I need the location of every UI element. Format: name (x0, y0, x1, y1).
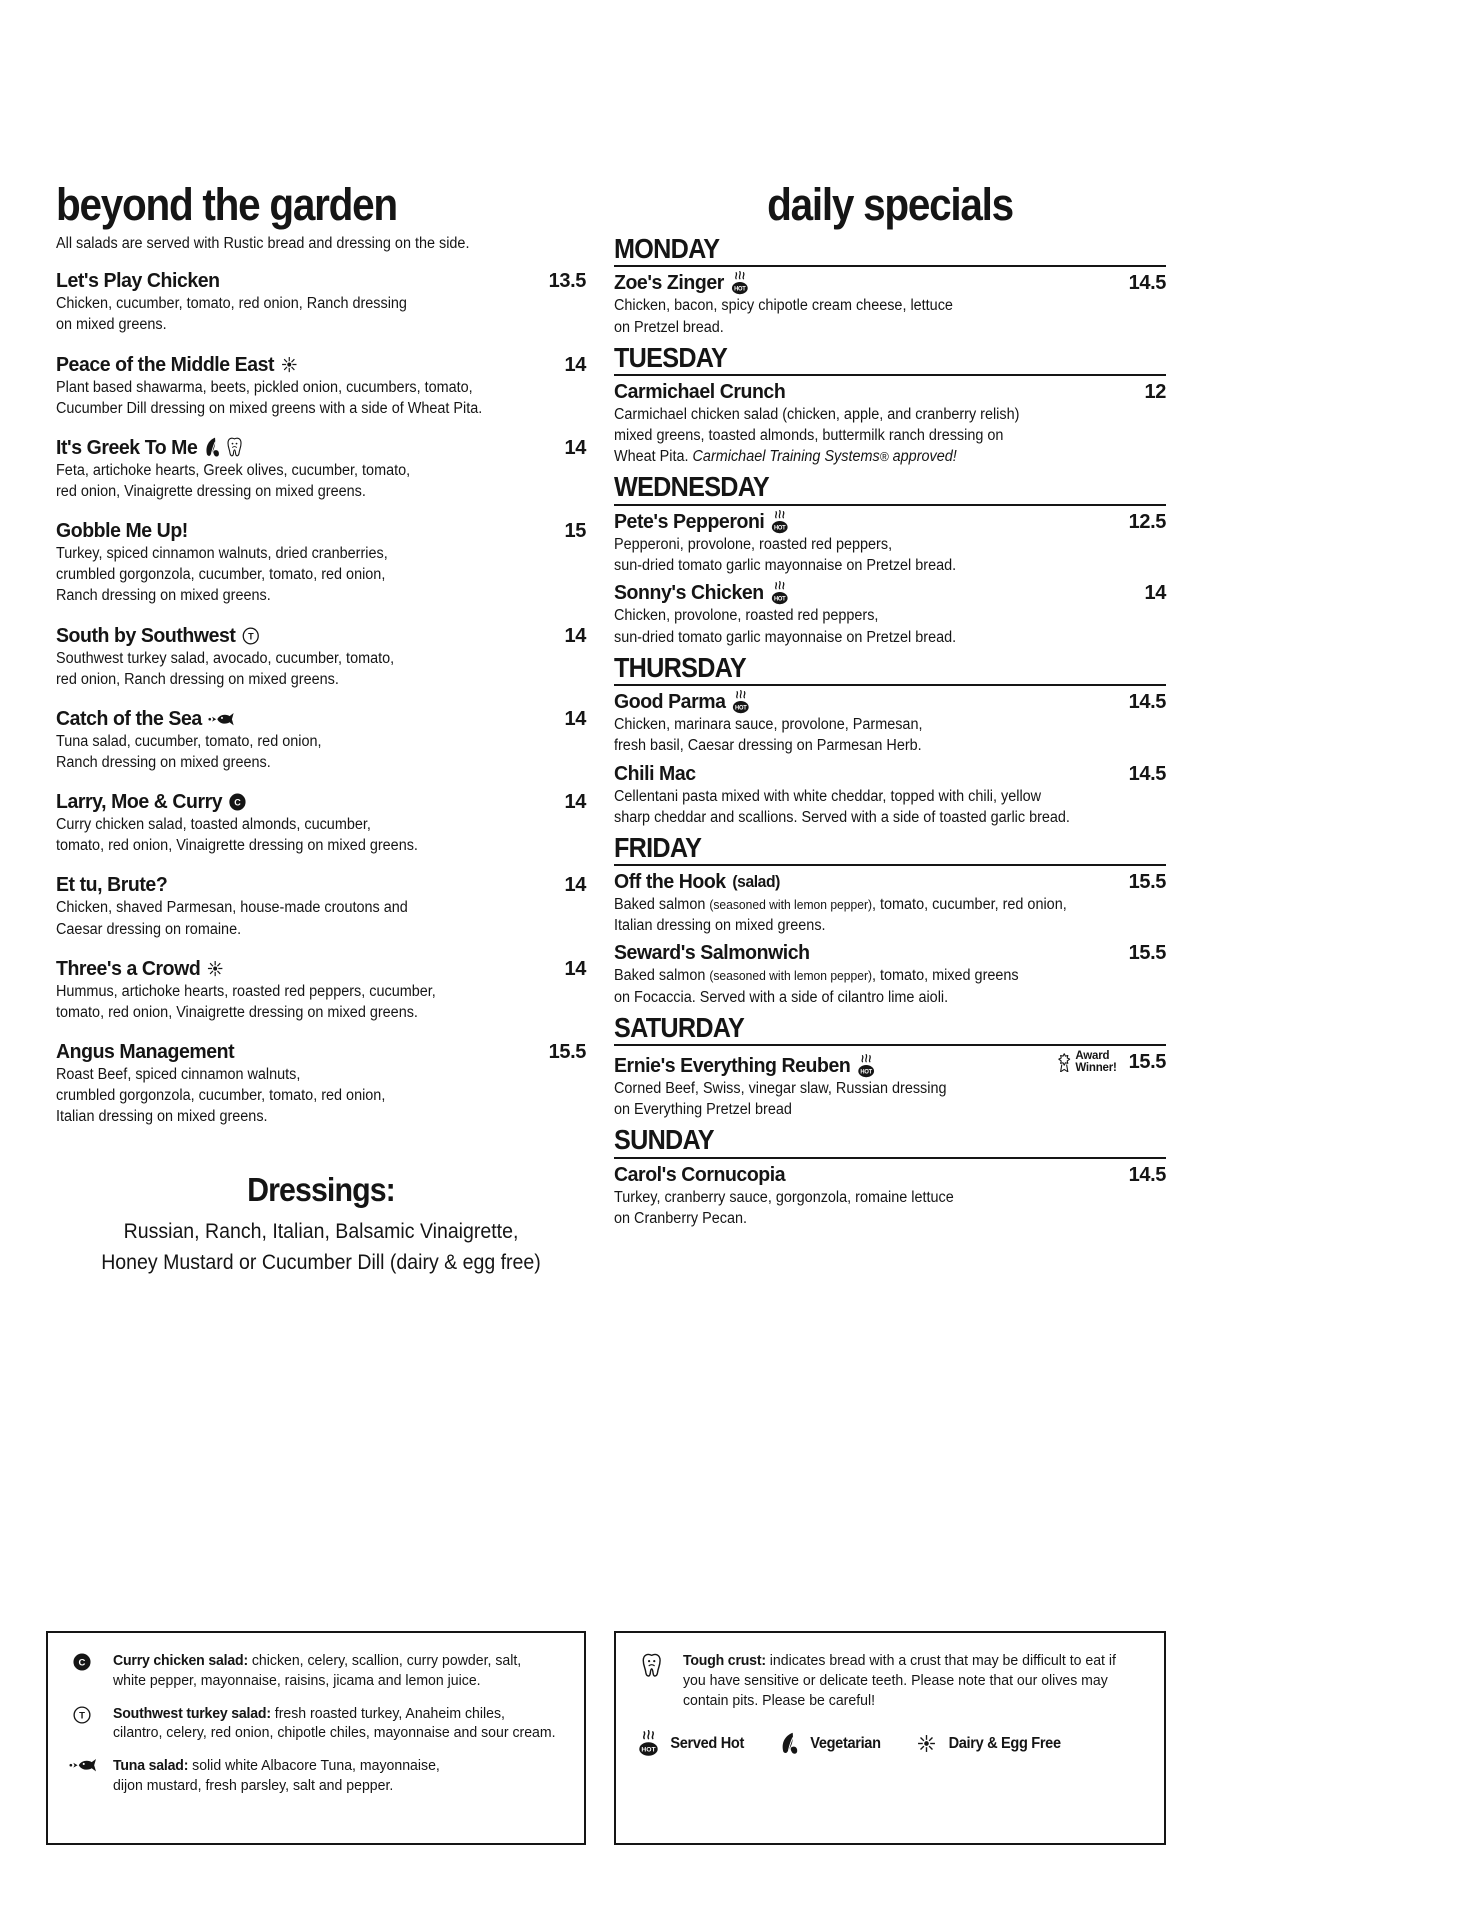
ingredient-legend-row (64, 1704, 568, 1744)
vegetarian-icon (780, 1732, 799, 1755)
salad-item-name (56, 957, 223, 981)
served-hot-icon (732, 690, 750, 714)
special-item-description-line: Italian dressing on mixed greens. (614, 917, 826, 935)
salad-item-description-line: Chicken, shaved Parmesan, house-made croutons and (56, 899, 408, 917)
special-item-price: 15.5 (1128, 942, 1166, 965)
special-item-name-qualifier: (salad) (732, 872, 780, 891)
salad-item-price: 14 (564, 353, 586, 376)
special-item-name (614, 380, 785, 404)
salad-item-description-line: Plant based shawarma, beets, pickled onion, cucumbers, tomato, (56, 378, 473, 396)
salad-item-header (56, 519, 586, 543)
special-item-name (614, 941, 810, 965)
day-name-heading: FRIDAY (614, 831, 702, 863)
day-block (614, 234, 1166, 338)
special-item-price-group (1145, 582, 1166, 605)
special-item-name (614, 510, 789, 534)
svg-text:HOT: HOT (774, 524, 786, 532)
special-item-price: 14.5 (1128, 762, 1166, 785)
salad-item-price: 14 (564, 791, 586, 814)
ingredient-legend-text (113, 1651, 521, 1691)
dressings-section (56, 1171, 586, 1278)
special-item-header (614, 1163, 1166, 1187)
ingredient-legend-line: solid white Albacore Tuna, mayonnaise, (188, 1757, 440, 1775)
special-item-price-group (1129, 871, 1166, 894)
salad-item-description-line: on mixed greens. (56, 316, 167, 334)
salad-item-description-line: Feta, artichoke hearts, Greek olives, cucumber, tomato, (56, 461, 411, 479)
special-item-description-line: fresh basil, Caesar dressing on Parmesan Herb. (614, 737, 922, 755)
special-item-header (614, 1050, 1166, 1078)
award-winner-badge (1057, 1050, 1117, 1075)
salad-item-name-text: South by Southwest (56, 623, 236, 647)
salad-item-price: 14 (564, 624, 586, 647)
dressings-line: Russian, Ranch, Italian, Balsamic Vinaigrette, (123, 1220, 519, 1244)
served-hot-icon (731, 271, 749, 295)
special-item (614, 870, 1166, 936)
day-block (614, 1125, 1166, 1229)
symbol-key-label: Dairy & Egg Free (948, 1734, 1061, 1752)
special-item-name (614, 271, 748, 295)
special-item-header (614, 271, 1166, 295)
special-item-name-text: Seward's Salmonwich (614, 941, 810, 965)
ingredient-legend-row (64, 1651, 568, 1691)
salad-item-name (56, 436, 242, 460)
day-divider (614, 1157, 1166, 1159)
svg-text:HOT: HOT (733, 286, 746, 293)
salad-item-price: 14 (564, 957, 586, 980)
special-item-header (614, 690, 1166, 714)
symbol-key-label: Vegetarian (810, 1734, 882, 1752)
salad-ingredients-legend (46, 1631, 586, 1845)
svg-text:T: T (248, 630, 254, 642)
southwest-turkey-icon (242, 627, 259, 645)
salad-item-header (56, 790, 586, 814)
tuna-fish-icon (208, 712, 234, 726)
salad-item-description-line: crumbled gorgonzola, cucumber, tomato, red onion, (56, 566, 386, 584)
salad-item-description-line: red onion, Vinaigrette dressing on mixed greens. (56, 482, 366, 500)
ingredient-legend-text (113, 1704, 556, 1744)
day-divider (614, 1044, 1166, 1046)
salad-item-name-text: Catch of the Sea (56, 706, 202, 730)
salad-item-price: 13.5 (548, 270, 586, 293)
page-title-daily-specials: daily specials (767, 179, 1013, 230)
salad-item-header (56, 624, 586, 648)
symbol-key-item (917, 1734, 1064, 1753)
page-title-beyond-the-garden: beyond the garden (56, 179, 397, 230)
svg-text:HOT: HOT (641, 1746, 656, 1754)
salad-item-description-line: red onion, Ranch dressing on mixed greens. (56, 670, 339, 688)
day-divider (614, 265, 1166, 267)
ingredient-legend-line: cilantro, celery, red onion, chipotle chiles, mayonnaise and sour cream. (113, 1724, 556, 1742)
day-block-list (614, 234, 1166, 1229)
special-item-description-line: Pepperoni, provolone, roasted red peppers, (614, 535, 893, 553)
salad-item-list (56, 269, 586, 1127)
salad-item-name-text: Three's a Crowd (56, 956, 201, 980)
special-item (614, 581, 1166, 648)
salad-item (56, 519, 586, 606)
special-item-price: 15.5 (1128, 1050, 1166, 1073)
special-item-description-line: sharp cheddar and scallions. Served with a side of toasted garlic bread. (614, 808, 1070, 826)
salad-item-name-text: Gobble Me Up! (56, 519, 188, 543)
special-item-header (614, 581, 1166, 605)
salad-item-price: 15 (564, 520, 586, 543)
special-item (614, 762, 1166, 828)
svg-text:HOT: HOT (860, 1069, 872, 1076)
day-name-heading: WEDNESDAY (614, 471, 770, 503)
special-item-description-line: Chicken, marinara sauce, provolone, Parmesan, (614, 716, 923, 734)
special-item-price-group (1145, 381, 1166, 404)
southwest-turkey-icon (73, 1706, 91, 1724)
served-hot-icon (770, 581, 788, 605)
salad-item-header (56, 1040, 586, 1064)
svg-text:HOT: HOT (773, 596, 786, 603)
salad-item-description-line: Cucumber Dill dressing on mixed greens with a side of Wheat Pita. (56, 399, 483, 417)
salad-item (56, 1040, 586, 1127)
special-item-price-group (1129, 691, 1166, 714)
salad-item (56, 624, 586, 690)
special-item-name (614, 1054, 875, 1078)
special-item (614, 380, 1166, 467)
special-item-description-line: mixed greens, toasted almonds, buttermilk ranch dressing on (614, 427, 1004, 445)
special-item-description-line: Corned Beef, Swiss, vinegar slaw, Russian dressing (614, 1080, 947, 1098)
salad-item-name (56, 873, 167, 897)
salad-item (56, 707, 586, 773)
day-name-heading: SATURDAY (614, 1011, 745, 1043)
special-item-description-line: Baked salmon (seasoned with lemon pepper), tomato, mixed greens (614, 967, 1019, 985)
svg-text:C: C (78, 1657, 86, 1669)
tough-crust-icon (642, 1653, 661, 1678)
salad-item-header (56, 707, 586, 731)
special-item (614, 1163, 1166, 1229)
tough-crust-icon (634, 1651, 670, 1678)
day-name-heading: SUNDAY (614, 1124, 714, 1156)
tuna-fish-icon (64, 1756, 100, 1772)
special-item-name-text: Chili Mac (614, 761, 696, 785)
day-divider (614, 504, 1166, 506)
special-item-price: 12.5 (1128, 510, 1166, 533)
salad-item-description-line: crumbled gorgonzola, cucumber, tomato, red onion, (56, 1087, 386, 1105)
dressings-list (56, 1217, 586, 1278)
salad-item (56, 957, 586, 1023)
special-item-name-text: Carol's Cornucopia (614, 1162, 786, 1186)
special-item (614, 510, 1166, 577)
special-item-name-text: Carmichael Crunch (614, 379, 786, 403)
special-item-description-line: on Everything Pretzel bread (614, 1101, 792, 1119)
tuna-fish-icon (69, 1758, 96, 1772)
special-item-price-group (1129, 763, 1166, 786)
salad-item-name (56, 624, 259, 648)
day-block (614, 343, 1166, 468)
southwest-turkey-icon (64, 1704, 100, 1724)
special-item-description-line: on Pretzel bread. (614, 318, 724, 336)
salad-item-name-text: It's Greek To Me (56, 435, 198, 459)
day-name-heading: MONDAY (614, 232, 720, 264)
award-winner-line1: Award (1075, 1049, 1110, 1062)
special-item-name-text: Zoe's Zinger (614, 271, 724, 295)
salad-item-description-line: Caesar dressing on romaine. (56, 920, 242, 938)
salad-item-header (56, 436, 586, 460)
ingredient-legend-line: chicken, celery, scallion, curry powder, salt, (247, 1652, 522, 1669)
day-divider (614, 684, 1166, 686)
salad-item-name-text: Et tu, Brute? (56, 873, 168, 897)
award-winner-line2: Winner! (1075, 1062, 1117, 1075)
day-block (614, 1013, 1166, 1121)
symbol-key-row (634, 1730, 1148, 1757)
special-item-price-group (1129, 511, 1166, 534)
salad-item-name (56, 353, 297, 377)
salad-item-description-line: Southwest turkey salad, avocado, cucumber, tomato, (56, 649, 395, 667)
salad-item-description-line: Hummus, artichoke hearts, roasted red peppers, cucumber, (56, 982, 436, 1000)
ingredient-legend-line: dijon mustard, fresh parsley, salt and pepper. (113, 1776, 394, 1794)
special-item-name (614, 762, 696, 786)
salad-item-name (56, 269, 220, 293)
ingredient-legend-text (113, 1756, 440, 1796)
salad-item-description-line: Curry chicken salad, toasted almonds, cucumber, (56, 816, 371, 834)
special-item-description-line: Cellentani pasta mixed with white cheddar, topped with chili, yellow (614, 787, 1042, 805)
svg-text:C: C (234, 797, 241, 808)
salad-item-price: 15.5 (548, 1040, 586, 1063)
award-ribbon-icon (1057, 1053, 1071, 1073)
special-item-name (614, 581, 788, 605)
special-item (614, 271, 1166, 338)
salad-item-description-line: Ranch dressing on mixed greens. (56, 753, 271, 771)
day-name-heading: THURSDAY (614, 651, 746, 683)
salad-item-price: 14 (564, 874, 586, 897)
curry-chicken-icon (73, 1653, 91, 1671)
ingredient-legend-line: white pepper, mayonnaise, raisins, jicama and lemon juice. (113, 1671, 481, 1689)
special-item-price-group (1129, 942, 1166, 965)
salad-item-header (56, 269, 586, 293)
special-item-price-group (1129, 1164, 1166, 1187)
ingredient-legend-label: Tuna salad: (113, 1757, 189, 1775)
served-hot-icon (638, 1730, 659, 1757)
dressings-line: Honey Mustard or Cucumber Dill (dairy & egg free) (101, 1250, 541, 1274)
daily-specials-section (614, 179, 1166, 1234)
special-item-price: 14.5 (1128, 272, 1166, 295)
special-item-description-line: sun-dried tomato garlic mayonnaise on Pretzel bread. (614, 557, 957, 575)
dairy-egg-free-icon (917, 1734, 936, 1753)
award-winner-label (1075, 1050, 1116, 1075)
special-item-header (614, 380, 1166, 404)
tough-crust-label: Tough crust: (683, 1652, 766, 1669)
salad-item-description-line: Italian dressing on mixed greens. (56, 1108, 268, 1126)
salad-item-name-text: Let's Play Chicken (56, 269, 220, 293)
special-item-description-line: on Cranberry Pecan. (614, 1209, 748, 1227)
curry-chicken-icon (64, 1651, 100, 1671)
salad-item-price: 14 (564, 707, 586, 730)
symbol-key-item (780, 1732, 883, 1755)
special-item (614, 690, 1166, 757)
special-item-description-line: Chicken, bacon, spicy chipotle cream cheese, lettuce (614, 297, 953, 315)
served-hot-icon (771, 510, 789, 534)
beyond-the-garden-section (56, 179, 586, 1278)
special-item-description-line: Turkey, cranberry sauce, gorgonzola, romaine lettuce (614, 1188, 954, 1206)
vegetarian-icon (204, 437, 220, 458)
salad-item-description-line: Tuna salad, cucumber, tomato, red onion, (56, 732, 322, 750)
symbol-key-item (638, 1730, 746, 1757)
special-item-name (614, 1163, 785, 1187)
salad-item-price: 14 (564, 436, 586, 459)
salad-item-description-line: Chicken, cucumber, tomato, red onion, Ranch dressing (56, 295, 407, 313)
special-item-name (614, 870, 780, 894)
salad-item-description-line: Ranch dressing on mixed greens. (56, 587, 271, 605)
symbol-key-legend (614, 1631, 1166, 1845)
salad-item-name (56, 707, 234, 731)
special-item-description-line: Chicken, provolone, roasted red peppers, (614, 607, 879, 625)
symbol-key-label: Served Hot (670, 1734, 744, 1752)
special-item-price-group (1129, 272, 1166, 295)
salad-item-name (56, 790, 246, 814)
salad-item (56, 353, 586, 419)
salad-item-header (56, 873, 586, 897)
svg-text:HOT: HOT (735, 705, 747, 712)
special-item-header (614, 510, 1166, 534)
day-block (614, 472, 1166, 647)
special-item-description-line: Carmichael chicken salad (chicken, apple, and cranberry relish) (614, 405, 1020, 423)
day-block (614, 653, 1166, 828)
special-item (614, 941, 1166, 1007)
special-item-name (614, 690, 750, 714)
salad-item (56, 790, 586, 856)
special-item-name-text: Ernie's Everything Reuben (614, 1054, 851, 1078)
salad-item-header (56, 353, 586, 377)
beyond-the-garden-subtitle: All salads are served with Rustic bread and dressing on the side. (56, 234, 470, 252)
day-block (614, 833, 1166, 1008)
tough-crust-icon (227, 437, 242, 458)
day-divider (614, 374, 1166, 376)
salad-item-name-text: Angus Management (56, 1039, 235, 1063)
salad-item (56, 873, 586, 939)
special-item-name-text: Sonny's Chicken (614, 581, 764, 605)
salad-item-name-text: Larry, Moe & Curry (56, 790, 223, 814)
special-item-price: 14 (1144, 582, 1166, 605)
svg-text:T: T (79, 1710, 85, 1722)
dressings-title: Dressings: (247, 1171, 395, 1209)
special-item-price: 14.5 (1128, 691, 1166, 714)
day-divider (614, 864, 1166, 866)
ingredient-legend-line: fresh roasted turkey, Anaheim chiles, (270, 1704, 505, 1722)
special-item-price: 14.5 (1128, 1163, 1166, 1186)
special-item-description-line: on Focaccia. Served with a side of cilantro lime aioli. (614, 988, 949, 1006)
ingredient-legend-label: Southwest turkey salad: (113, 1704, 271, 1722)
special-item-header (614, 762, 1166, 786)
special-item-price: 12 (1144, 380, 1166, 403)
salad-item-name (56, 519, 188, 543)
special-item (614, 1050, 1166, 1121)
salad-item-description-line: tomato, red onion, Vinaigrette dressing on mixed greens. (56, 837, 418, 855)
curry-chicken-icon (229, 793, 246, 811)
tough-crust-legend-row (634, 1651, 1148, 1710)
tough-crust-legend-text (683, 1651, 1120, 1710)
special-item-price-group (1057, 1050, 1166, 1075)
salad-item-description-line: Roast Beef, spiced cinnamon walnuts, (56, 1065, 301, 1083)
special-item-name-text: Good Parma (614, 690, 726, 714)
special-item-name-text: Off the Hook (614, 870, 726, 894)
salad-item (56, 436, 586, 502)
ingredient-legend-label: Curry chicken salad: (113, 1652, 248, 1669)
special-item-price: 15.5 (1128, 871, 1166, 894)
served-hot-icon (857, 1054, 875, 1078)
salad-item-name-text: Peace of the Middle East (56, 352, 275, 376)
salad-item (56, 269, 586, 335)
special-item-description-line: Baked salmon (seasoned with lemon pepper), tomato, cucumber, red onion, (614, 896, 1067, 914)
special-item-name-text: Pete's Pepperoni (614, 509, 765, 533)
day-name-heading: TUESDAY (614, 341, 728, 373)
salad-item-description-line: tomato, red onion, Vinaigrette dressing on mixed greens. (56, 1003, 418, 1021)
salad-item-name (56, 1040, 234, 1064)
salad-item-header (56, 957, 586, 981)
tough-crust-description: indicates bread with a crust that may be difficult to eat if you have sensitive or delicate teeth. Please note that our olives may contain pits. Please be careful! (683, 1652, 1116, 1709)
dairy-egg-free-icon (207, 960, 223, 977)
ingredient-legend-row (64, 1756, 568, 1796)
salad-item-description-line: Turkey, spiced cinnamon walnuts, dried cranberries, (56, 545, 388, 563)
special-item-description-line: sun-dried tomato garlic mayonnaise on Pretzel bread. (614, 628, 957, 646)
special-item-description-line: Wheat Pita. Carmichael Training Systems® approved! (614, 448, 957, 466)
special-item-header (614, 870, 1166, 894)
special-item-header (614, 941, 1166, 965)
dairy-egg-free-icon (281, 356, 297, 373)
